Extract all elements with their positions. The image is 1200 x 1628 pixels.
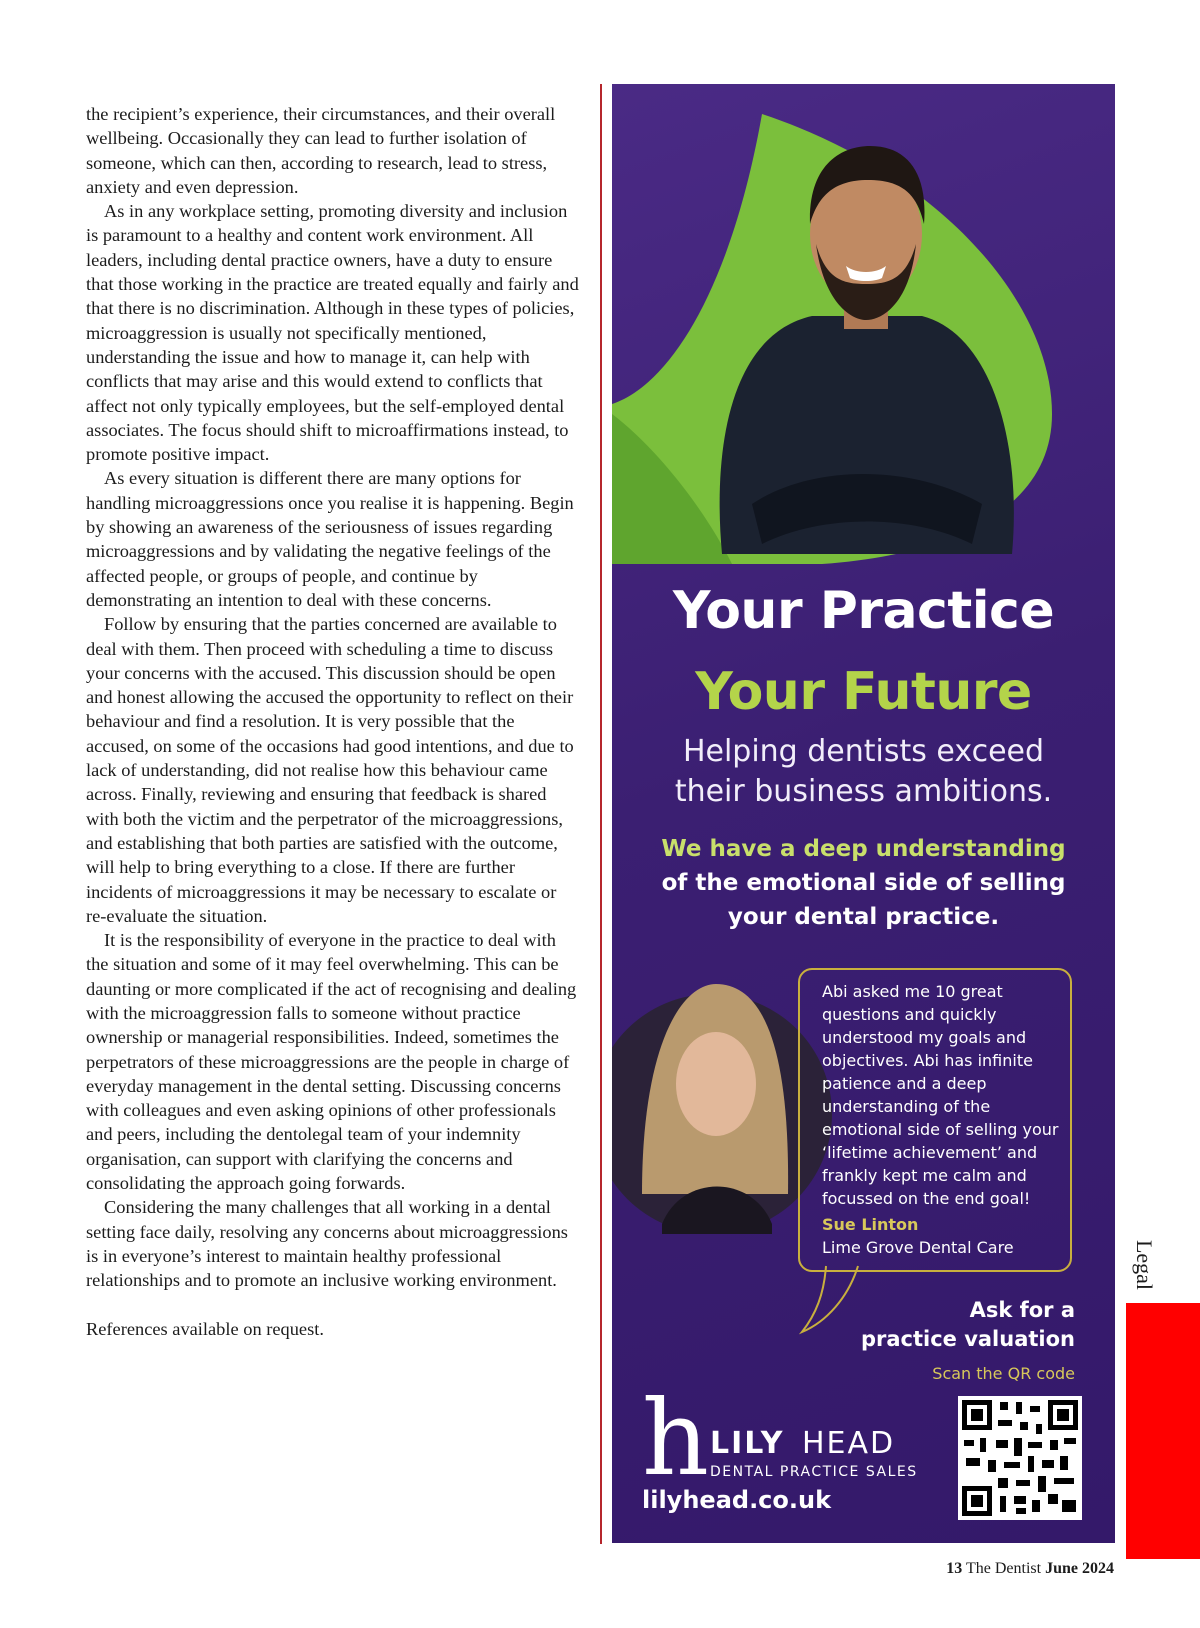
magazine-title: The Dentist bbox=[966, 1560, 1042, 1577]
testimonial-author: Sue Linton bbox=[822, 1215, 919, 1234]
qr-code-icon[interactable] bbox=[958, 1396, 1082, 1520]
issue-date: June 2024 bbox=[1045, 1560, 1114, 1577]
article-paragraph: It is the responsibility of everyone in the practice to deal with the situation and some of it may feel overwhelming. This can be daunting or more complicated if the act of recognising and dealing with the microaggression falls to someone without practice ownership or managerial responsibilities. Indeed, sometimes the perpetrators of these microaggressions are the people in charge of everyday management in the dental setting. Discussing concerns with colleagues and even asking opinions of other professionals and peers, including the dentolegal team of your indemnity organisation, can support with clarifying the concerns and consolidating the approach going forwards. bbox=[86, 930, 577, 1194]
scan-qr-instruction: Scan the QR code bbox=[932, 1364, 1075, 1383]
article-column bbox=[86, 102, 580, 1341]
article-paragraph: As every situation is different there are many options for handling microaggressions once you realise it is happening. Begin by showing an awareness of the seriousness of issues regarding microaggressions and by validating the negative feelings of the affected people, or groups of people, and continue by demonstrating an intention to deal with these concerns. bbox=[86, 468, 574, 610]
logo-word-lily: LILY bbox=[710, 1426, 785, 1461]
ad-subheadline-line: their business ambitions. bbox=[674, 774, 1053, 809]
column-divider bbox=[600, 84, 602, 1544]
page-footer bbox=[946, 1560, 1114, 1578]
speech-bubble-tail bbox=[802, 1266, 858, 1332]
website-link[interactable]: lilyhead.co.uk bbox=[642, 1486, 832, 1514]
ad-lead-line: We have a deep understanding bbox=[661, 836, 1066, 862]
section-color-tab bbox=[1126, 1303, 1200, 1559]
ad-lead-line: your dental practice. bbox=[727, 904, 1000, 930]
ad-subheadline-line: Helping dentists exceed bbox=[682, 734, 1045, 769]
cta-line: practice valuation bbox=[860, 1327, 1075, 1351]
logo-word-head: HEAD bbox=[802, 1426, 896, 1461]
ad-lead-line: of the emotional side of selling bbox=[661, 870, 1066, 896]
page-number: 13 bbox=[946, 1560, 963, 1577]
article-paragraph: the recipient’s experience, their circumstances, and their overall wellbeing. Occasionally they can lead to further isolation of someone, which can then, according to research, lead to stress, anxiety and even depression. bbox=[86, 104, 556, 197]
article-paragraph: Follow by ensuring that the parties concerned are available to deal with them. Then proceed with scheduling a time to discuss your concerns with the accused. This discussion should be open and honest allowing the accused the opportunity to reflect on their behaviour and find a resolution. It is very possible that the accused, on some of the occasions had good intentions, and due to lack of understanding, did not realise how this behaviour came across. Finally, reviewing and ensuring that feedback is shared with both the victim and the perpetrator of the microaggressions, and establishing that both parties are satisfied with the outcome, will help to bring everything to a close. If there are further incidents of microaggressions it may be necessary to escalate or re-evaluate the situation. bbox=[86, 614, 574, 926]
ad-lead-text bbox=[612, 832, 1115, 934]
testimonial-organisation: Lime Grove Dental Care bbox=[822, 1238, 1014, 1257]
cta-line: Ask for a bbox=[969, 1298, 1075, 1322]
ad-headline: Your Practice bbox=[672, 581, 1055, 641]
article-paragraph: As in any workplace setting, promoting diversity and inclusion is paramount to a healthy and content work environment. All leaders, including dental practice owners, have a duty to ensure that those working in the practice are treated equally and fairly and that there is no discrimination. Although in these types of policies, microaggression is usually not specifically mentioned, understanding the issue and how to manage it, can help with conflicts that may arise and this would extend to conflicts that affect not only typically employees, but the self-employed dental associates. The focus should shift to microaffirmations instead, to promote positive impact. bbox=[86, 201, 579, 465]
section-label: Legal bbox=[1132, 1239, 1157, 1291]
lily-head-advertisement[interactable] bbox=[612, 84, 1115, 1543]
call-to-action bbox=[861, 1296, 1075, 1354]
references-note: References available on request. bbox=[86, 1318, 324, 1339]
ad-headline-highlight: Your Future bbox=[695, 662, 1032, 722]
testimonial-text: Abi asked me 10 great questions and quickly understood my goals and objectives. Abi has infinite patience and a deep understanding of the emotional side of selling your ‘lifetime achievement’ and frankly kept me calm and focussed on the end goal! bbox=[822, 982, 1059, 1208]
lily-head-logo-mark: h bbox=[642, 1377, 709, 1499]
article-paragraph: Considering the many challenges that all working in a dental setting face daily, resolving any concerns about microaggressions is in everyone’s interest to maintain healthy professional relationships and to promote an inclusive working environment. bbox=[86, 1197, 568, 1291]
ad-subheadline bbox=[612, 732, 1115, 812]
logo-tagline: DENTAL PRACTICE SALES bbox=[710, 1464, 918, 1480]
